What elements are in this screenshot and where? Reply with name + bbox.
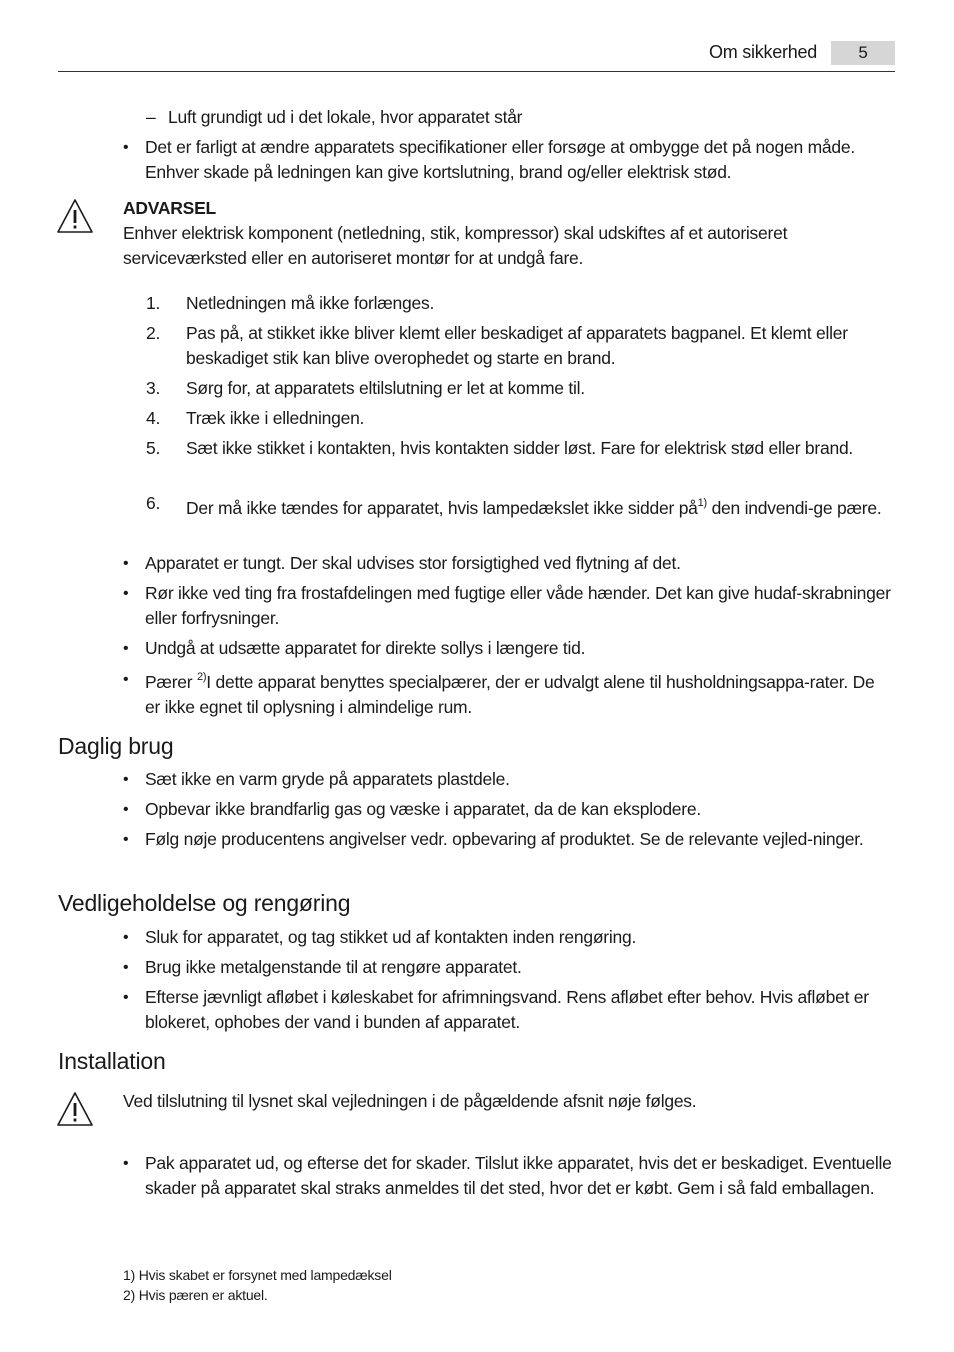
section-heading-installation: Installation <box>58 1048 166 1074</box>
section-label: Om sikkerhed <box>708 42 817 62</box>
section-heading-vedligeholdelse: Vedligeholdelse og rengøring <box>58 890 351 916</box>
bullet-marker: • <box>123 771 129 788</box>
bullet-item <box>123 985 893 1035</box>
item-number: 1. <box>146 293 161 313</box>
item-number: 6. <box>146 493 161 513</box>
numbered-item <box>146 491 891 521</box>
bullet-item <box>123 767 893 792</box>
numbered-item <box>146 376 891 401</box>
bullet-marker: • <box>123 585 129 602</box>
bullet-marker: • <box>123 555 129 572</box>
page-number: 5 <box>831 41 895 65</box>
item-text: Sørg for, at apparatets eltilslutning er let at komme til. <box>186 378 585 398</box>
bullet-item <box>123 1151 893 1201</box>
item-text-a: Der må ikke tændes for apparatet, hvis lampedækslet ikke sidder på <box>186 498 698 518</box>
bullet-marker: • <box>123 640 129 657</box>
bullet-text: Opbevar ikke brandfarlig gas og væske i apparatet, da de kan eksplodere. <box>145 799 701 819</box>
item-text: Sæt ikke stikket i kontakten, hvis kontakten sidder løst. Fare for elektrisk stød eller brand. <box>186 438 854 458</box>
bullet-text: Sæt ikke en varm gryde på apparatets plastdele. <box>145 769 510 789</box>
bullet-item <box>123 925 893 950</box>
bullet-text-a: Pærer <box>145 672 197 692</box>
bullet-marker: • <box>123 801 129 818</box>
bullet-text <box>145 665 893 720</box>
item-text: Netledningen må ikke forlænges. <box>186 293 435 313</box>
footnote-ref: 1) <box>697 497 707 510</box>
item-number: 4. <box>146 408 161 428</box>
bullet-marker: • <box>123 959 129 976</box>
item-number: 5. <box>146 438 161 458</box>
warning-block <box>123 196 893 271</box>
item-text <box>186 491 891 521</box>
warning-text: Enhver elektrisk komponent (netledning, stik, kompressor) skal udskiftes af et autoriseret serviceværksted eller en autoriseret montør for at undgå fare. <box>123 223 788 268</box>
bullet-text: Brug ikke metalgenstande til at rengøre apparatet. <box>145 957 522 977</box>
bullet-marker: • <box>123 1155 129 1172</box>
bullet-text-b: I dette apparat benyttes specialpærer, der er udvalgt alene til husholdningsappa-rater. De er ikke egnet til oplysning i almindelige rum. <box>145 672 875 717</box>
footnote-ref: 2) <box>196 671 207 684</box>
bullet-item <box>123 581 893 631</box>
numbered-item <box>146 291 891 316</box>
bullet-marker: • <box>123 671 129 688</box>
bullet-text: Sluk for apparatet, og tag stikket ud af kontakten inden rengøring. <box>145 927 637 947</box>
section-heading-daglig-brug: Daglig brug <box>58 733 174 759</box>
item-number: 3. <box>146 378 161 398</box>
item-text-b: den indvendi-ge pære. <box>706 498 882 518</box>
dash-marker: – <box>146 107 156 127</box>
warning-icon <box>56 198 94 234</box>
bullet-marker: • <box>123 139 129 156</box>
bullet-marker: • <box>123 831 129 848</box>
bullet-item <box>123 955 893 980</box>
bullet-item <box>123 827 893 852</box>
item-number: 2. <box>146 323 161 343</box>
bullet-text: Følg nøje producentens angivelser vedr. opbevaring af produktet. Se de relevante vejled-ninger. <box>145 829 864 849</box>
installation-warning-text: Ved tilslutning til lysnet skal vejledningen i de pågældende afsnit nøje følges. <box>123 1091 697 1111</box>
numbered-item <box>146 406 891 431</box>
bullet-item <box>123 797 893 822</box>
bullet-text: Apparatet er tungt. Der skal udvises stor forsigtighed ved flytning af det. <box>145 553 681 573</box>
page-header <box>58 38 895 72</box>
footnote: 1) Hvis skabet er forsynet med lampedæksel <box>123 1267 392 1283</box>
bullet-text: Pak apparatet ud, og efterse det for skader. Tilslut ikke apparatet, hvis det er beskadiget. Eventuelle skader på apparatet skal straks anmeldes til det sted, hvor det er købt. Gem i så fald emballagen. <box>145 1153 892 1198</box>
warning-icon <box>56 1091 94 1127</box>
bullet-text: Rør ikke ved ting fra frostafdelingen med fugtige eller våde hænder. Det kan give hudaf-skrabninger eller forfrysninger. <box>145 583 891 628</box>
item-text: Pas på, at stikket ikke bliver klemt eller beskadiget af apparatets bagpanel. Et klemt eller beskadiget stik kan blive overophedet og starte en brand. <box>186 323 848 368</box>
bullet-item <box>123 636 893 661</box>
bullet-item <box>123 135 893 185</box>
dash-item-text: Luft grundigt ud i det lokale, hvor apparatet står <box>168 107 523 127</box>
footnote: 2) Hvis pæren er aktuel. <box>123 1287 268 1303</box>
bullet-text: Efterse jævnligt afløbet i køleskabet for afrimningsvand. Rens afløbet efter behov. Hvis afløbet er blokeret, ophobes der vand i bunden af apparatet. <box>145 987 869 1032</box>
bullet-marker: • <box>123 929 129 946</box>
numbered-item <box>146 436 891 461</box>
bullet-item <box>123 551 893 576</box>
warning-title: ADVARSEL <box>123 198 216 218</box>
item-text: Træk ikke i elledningen. <box>186 408 365 428</box>
bullet-item <box>123 665 893 720</box>
bullet-text: Undgå at udsætte apparatet for direkte sollys i længere tid. <box>145 638 586 658</box>
bullet-marker: • <box>123 989 129 1006</box>
bullet-text: Det er farligt at ændre apparatets specifikationer eller forsøge at ombygge det på nogen måde. Enhver skade på ledningen kan give kortslutning, brand og/eller elektrisk stød. <box>145 137 855 182</box>
numbered-item <box>146 321 891 371</box>
